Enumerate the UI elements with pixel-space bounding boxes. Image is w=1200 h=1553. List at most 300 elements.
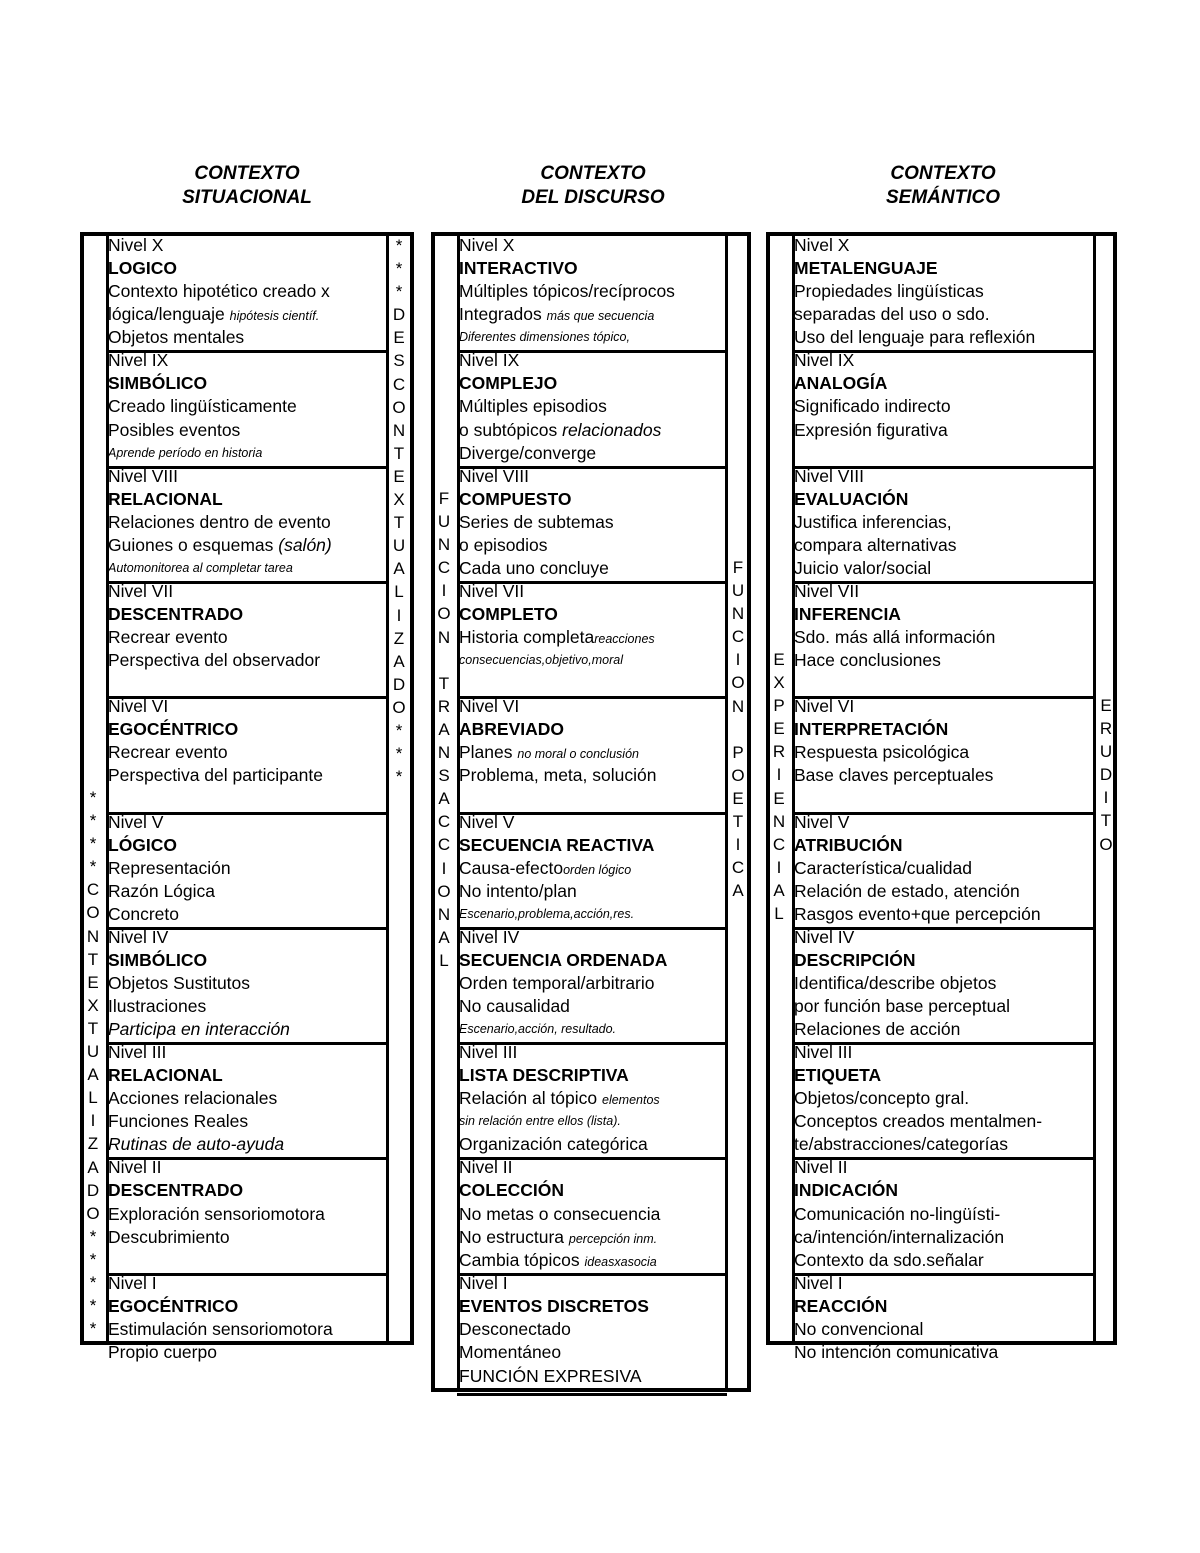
level-description-line (794, 395, 1091, 418)
line-text: Sdo. más allá información (794, 627, 996, 648)
level-number (108, 580, 384, 603)
line-text: Desconectado (459, 1318, 571, 1339)
level-number (794, 1272, 1091, 1295)
level-description-line (794, 1087, 1091, 1110)
line-text: Nivel V (108, 811, 164, 832)
semantico-left-side-label (768, 648, 790, 925)
header-situacional-line2: SITUACIONAL (182, 187, 312, 208)
line-text: No intento/plan (459, 880, 577, 901)
side-letter: T (87, 1018, 99, 1038)
side-letter: E (393, 328, 405, 348)
side-letter: A (438, 719, 450, 739)
level-description-line (794, 534, 1091, 557)
line-text: Aprende período en historia (108, 445, 263, 460)
line-text: Representación (108, 857, 231, 878)
line-text: Respuesta psicológica (794, 742, 970, 763)
side-letter: C (731, 627, 745, 647)
line-text: Diverge/converge (459, 442, 597, 463)
header-discurso-line2: DEL DISCURSO (521, 187, 665, 208)
semantico-level-cell (794, 234, 1091, 349)
line-text: Nivel VI (459, 696, 520, 717)
line-text: Escenario,acción, resultado. (459, 1022, 617, 1037)
side-letter: T (87, 949, 99, 969)
side-letter: I (776, 857, 782, 877)
line-text: Automonitorea al completar tarea (108, 560, 293, 575)
semantico-level-cell (794, 926, 1091, 1041)
line-text: LÓGICO (108, 834, 178, 855)
line-text: consecuencias,objetivo,moral (459, 653, 623, 668)
level-description-line (108, 995, 384, 1018)
line-text: Múltiples tópicos/recíprocos (459, 281, 675, 302)
side-letter: I (776, 765, 782, 785)
level-title (459, 257, 723, 280)
line-text: Objetos Sustitutos (108, 972, 251, 993)
line-text: DESCENTRADO (108, 1180, 244, 1201)
level-description-line (794, 741, 1091, 764)
level-description-line (459, 1018, 723, 1041)
line-text: Razón Lógica (108, 880, 216, 901)
side-letter: X (87, 995, 99, 1015)
line-text: Funciones Reales (108, 1111, 249, 1132)
level-description-line (794, 557, 1091, 580)
line-text: Escenario,problema,acción,res. (459, 906, 635, 921)
level-number (459, 465, 723, 488)
level-number (794, 349, 1091, 372)
line-text: separadas del uso o sdo. (794, 304, 990, 325)
level-title (108, 603, 384, 626)
level-description-line (459, 1226, 723, 1249)
discurso-level-cell (459, 1156, 723, 1271)
line-text: Característica/cualidad (794, 857, 972, 878)
level-number (459, 580, 723, 603)
side-letter: D (1099, 765, 1113, 785)
side-letter: I (441, 858, 447, 878)
side-letter: N (772, 811, 786, 831)
side-letter: * (89, 811, 97, 831)
semantico-level-cell (794, 1156, 1091, 1271)
side-letter: E (393, 466, 405, 486)
line-text: ANALOGÍA (794, 373, 888, 394)
level-title (459, 949, 723, 972)
line-text: Nivel V (794, 811, 850, 832)
level-description-line (108, 1018, 384, 1041)
line-text: Nivel IX (794, 350, 855, 371)
level-description-line (794, 1226, 1091, 1249)
level-number (459, 1041, 723, 1064)
line-text: Organización categórica (459, 1134, 648, 1155)
level-title (459, 603, 723, 626)
level-title (794, 257, 1091, 280)
side-letter: * (395, 767, 403, 787)
line-text: INTERPRETACIÓN (794, 719, 949, 740)
level-title (459, 488, 723, 511)
header-discurso-line1: CONTEXTO (540, 163, 646, 184)
level-title (794, 718, 1091, 741)
side-letter: C (731, 858, 745, 878)
level-title (459, 834, 723, 857)
line-text: Momentáneo (459, 1341, 562, 1362)
situacional-level-cell (108, 1156, 384, 1271)
line-text: compara alternativas (794, 534, 957, 555)
line-text: ABREVIADO (459, 719, 565, 740)
level-number (108, 1272, 384, 1295)
level-description-line (108, 1226, 384, 1249)
level-number (459, 926, 723, 949)
level-description-line (794, 903, 1091, 926)
header-semantico-line1: CONTEXTO (890, 163, 996, 184)
line-text: Nivel III (108, 1042, 167, 1063)
side-letter: * (89, 1226, 97, 1246)
side-letter: A (438, 927, 450, 947)
side-letter: D (86, 1180, 100, 1200)
side-letter: I (1103, 788, 1109, 808)
side-letter: O (392, 697, 406, 717)
level-description-line (108, 303, 384, 326)
level-description-line (794, 1018, 1091, 1041)
line-text: Nivel IV (459, 926, 520, 947)
side-letter: A (438, 789, 450, 809)
level-title (794, 1064, 1091, 1087)
line-text: Comunicación no-lingüísti- (794, 1203, 1001, 1224)
level-number (108, 811, 384, 834)
side-letter: P (773, 696, 785, 716)
level-description-line (108, 326, 384, 349)
line-text: Recrear evento (108, 742, 228, 763)
side-letter: U (437, 512, 451, 532)
line-text: Relaciones de acción (794, 1019, 961, 1040)
discurso-level-cell (459, 234, 723, 349)
side-letter: C (437, 835, 451, 855)
line-text: ATRIBUCIÓN (794, 834, 903, 855)
level-title (108, 372, 384, 395)
line-text: o subtópicos (459, 419, 563, 440)
line-text: o episodios (459, 534, 548, 555)
line-text: Perspectiva del participante (108, 765, 323, 786)
level-description-line (459, 1087, 723, 1110)
line-text: Nivel III (794, 1042, 853, 1063)
side-letter: * (89, 788, 97, 807)
semantico-level-cell (794, 349, 1091, 464)
side-letter: O (392, 397, 406, 417)
side-letter: X (773, 673, 785, 693)
level-description-line (794, 880, 1091, 903)
side-letter: I (735, 650, 741, 670)
line-text: COLECCIÓN (459, 1180, 564, 1201)
level-description-line (459, 857, 723, 880)
level-description-line (794, 280, 1091, 303)
line-text: Nivel X (459, 235, 515, 255)
line-text: lógica/lenguaje (108, 304, 230, 325)
level-description-line (794, 1133, 1091, 1156)
line-note: elementos (602, 1093, 660, 1108)
level-title (794, 1179, 1091, 1202)
situacional-right-side-label (388, 234, 410, 788)
line-text: COMPLEJO (459, 373, 558, 394)
side-letter: * (395, 720, 403, 740)
line-text: Nivel IX (108, 350, 169, 371)
level-number (794, 926, 1091, 949)
side-letter: L (88, 1088, 98, 1108)
level-title (108, 834, 384, 857)
line-text: Justifica inferencias, (794, 511, 952, 532)
level-title (459, 718, 723, 741)
line-text: Objetos mentales (108, 327, 245, 348)
line-text: Nivel VIII (794, 465, 865, 486)
situacional-level-cell (108, 580, 384, 695)
level-title (108, 949, 384, 972)
level-title (459, 1179, 723, 1202)
line-text: Orden temporal/arbitrario (459, 972, 655, 993)
side-letter: S (393, 351, 405, 371)
line-text: Relación al tópico (459, 1088, 602, 1109)
side-letter: F (438, 489, 450, 508)
level-description-line (459, 395, 723, 418)
line-text: EVENTOS DISCRETOS (459, 1295, 649, 1316)
line-note: percepción inm. (568, 1231, 658, 1246)
line-text: Cada uno concluye (459, 557, 609, 578)
level-description-line (108, 534, 384, 557)
level-description-line (459, 649, 723, 672)
level-description-line (459, 1203, 723, 1226)
side-letter: T (1100, 811, 1112, 831)
level-number (794, 1041, 1091, 1064)
situacional-level-cell (108, 695, 384, 810)
line-text: EGOCÉNTRICO (108, 719, 239, 740)
line-text: METALENGUAJE (794, 258, 938, 279)
line-note: más que secuencia (546, 309, 655, 324)
line-text: SECUENCIA REACTIVA (459, 834, 655, 855)
level-description-line (794, 303, 1091, 326)
line-text: Creado lingüísticamente (108, 396, 297, 417)
line-text: Propio cuerpo (108, 1341, 217, 1362)
side-letter: A (393, 651, 405, 671)
line-text: REACCIÓN (794, 1295, 888, 1316)
level-title (108, 1295, 384, 1318)
side-letter: U (1099, 742, 1113, 762)
side-letter: A (87, 1065, 99, 1085)
level-description-line (108, 972, 384, 995)
situacional-level-cell (108, 465, 384, 580)
level-title (108, 1179, 384, 1202)
level-number (108, 695, 384, 718)
level-number (794, 811, 1091, 834)
line-text: LOGICO (108, 258, 178, 279)
level-description-line (794, 1318, 1091, 1341)
side-letter: T (393, 443, 405, 463)
level-description-line (794, 1341, 1091, 1364)
level-title (794, 949, 1091, 972)
side-letter: F (732, 558, 744, 577)
level-number (459, 695, 723, 718)
line-note: ideasxasocia (584, 1254, 657, 1269)
line-text: ca/intención/internalización (794, 1226, 1005, 1247)
line-text: Expresión figurativa (794, 419, 948, 440)
line-note: hipótesis científ. (229, 309, 320, 324)
level-description-line (108, 1341, 384, 1364)
line-text: Objetos/concepto gral. (794, 1088, 970, 1109)
side-letter: N (392, 420, 406, 440)
line-text: Relaciones dentro de evento (108, 511, 331, 532)
side-letter: N (86, 926, 100, 946)
level-description-line (459, 741, 723, 764)
level-number (459, 1272, 723, 1295)
discurso-level-cell (459, 1041, 723, 1156)
discurso-left-side-label (433, 487, 455, 972)
side-letter: E (87, 972, 99, 992)
side-letter: A (732, 881, 744, 901)
situacional-level-cell (108, 1272, 384, 1387)
side-letter: T (393, 513, 405, 533)
side-letter (433, 649, 455, 672)
level-description-line (459, 1110, 723, 1133)
header-semantico (823, 162, 1063, 210)
side-letter: I (90, 1111, 96, 1131)
level-description-line (459, 1249, 723, 1272)
side-letter: R (772, 742, 786, 762)
level-number (459, 234, 723, 257)
side-letter: P (732, 742, 744, 762)
level-description-line (459, 903, 723, 926)
side-letter: L (774, 904, 784, 924)
line-text: No convencional (794, 1318, 924, 1339)
line-text: Nivel I (108, 1272, 157, 1293)
level-description-line (108, 857, 384, 880)
side-letter: * (395, 259, 403, 279)
level-description-line (794, 511, 1091, 534)
level-description-line (108, 511, 384, 534)
line-text: Propiedades lingüísticas (794, 281, 984, 302)
side-letter: N (731, 604, 745, 624)
line-text: Identifica/describe objetos (794, 972, 997, 993)
line-text: Nivel VI (108, 696, 169, 717)
level-description-line (459, 764, 723, 787)
line-text: Nivel I (794, 1272, 843, 1293)
side-letter: C (772, 834, 786, 854)
line-text: Nivel II (459, 1157, 513, 1178)
level-number (108, 1156, 384, 1179)
level-title (459, 372, 723, 395)
situacional-level-cell (108, 926, 384, 1041)
side-letter: N (731, 696, 745, 716)
level-description-line (794, 995, 1091, 1018)
side-letter: O (437, 604, 451, 624)
situacional-left-side-label (82, 786, 104, 1340)
level-description-line (794, 649, 1091, 672)
line-text: Problema, meta, solución (459, 765, 657, 786)
level-description-line (794, 419, 1091, 442)
level-number (108, 465, 384, 488)
level-description-line (459, 326, 723, 349)
discurso-right-side-label (727, 556, 749, 902)
side-letter: I (441, 581, 447, 601)
line-text: Contexto hipotético creado x (108, 281, 330, 302)
line-note: reacciones (594, 632, 655, 647)
side-letter: A (773, 880, 785, 900)
side-letter: A (393, 559, 405, 579)
line-text: COMPLETO (459, 603, 558, 624)
line-text: Conceptos creados mentalmen- (794, 1111, 1043, 1132)
level-title (108, 488, 384, 511)
side-letter: * (395, 282, 403, 302)
line-text: Concreto (108, 903, 180, 924)
level-description-line (459, 1341, 723, 1364)
line-text: Nivel VII (794, 580, 860, 601)
level-number (459, 1156, 723, 1179)
side-letter: O (731, 765, 745, 785)
side-letter: O (86, 903, 100, 923)
side-letter: N (437, 743, 451, 763)
level-description-line (459, 557, 723, 580)
level-number (108, 234, 384, 257)
side-letter: R (1099, 719, 1113, 739)
side-letter: * (395, 236, 403, 255)
line-text: Nivel I (459, 1272, 508, 1293)
semantico-level-cell (794, 1041, 1091, 1156)
level-description-line (108, 741, 384, 764)
level-number (459, 349, 723, 372)
side-letter: I (735, 835, 741, 855)
level-description-line (794, 857, 1091, 880)
line-text: INTERACTIVO (459, 258, 578, 279)
level-title (794, 372, 1091, 395)
level-description-line (459, 511, 723, 534)
level-description-line (459, 880, 723, 903)
level-description-line (108, 395, 384, 418)
semantico-level-cell (794, 695, 1091, 810)
line-text: Posibles eventos (108, 419, 241, 440)
line-text: Nivel VI (794, 696, 855, 717)
level-description-line (794, 1203, 1091, 1226)
line-text: No intención comunicativa (794, 1341, 999, 1362)
level-description-line (459, 972, 723, 995)
level-description-line (108, 764, 384, 787)
level-description-line (108, 1110, 384, 1133)
level-description-line (108, 1318, 384, 1341)
header-situacional (127, 162, 367, 210)
side-letter: * (89, 1249, 97, 1269)
side-letter: Z (87, 1134, 99, 1154)
semantico-right-side-label (1095, 694, 1117, 856)
line-text: Rasgos evento+que percepción (794, 903, 1041, 924)
line-text: Guiones o esquemas (108, 534, 279, 555)
line-text: Cambia tópicos (459, 1249, 585, 1270)
line-text: Causa-efecto (459, 857, 564, 878)
side-letter: L (439, 950, 449, 970)
line-text: Ilustraciones (108, 996, 207, 1017)
line-note: orden lógico (563, 862, 632, 877)
line-text: Nivel VII (108, 580, 174, 601)
side-letter: D (392, 305, 406, 325)
level-description-line (459, 280, 723, 303)
side-letter: E (732, 788, 744, 808)
line-text: LISTA DESCRIPTIVA (459, 1065, 629, 1086)
line-text: Historia completa (459, 627, 595, 648)
line-text: Nivel VIII (459, 465, 530, 486)
line-text: SIMBÓLICO (108, 949, 208, 970)
line-text: DESCRIPCIÓN (794, 949, 916, 970)
line-text: Nivel III (459, 1042, 518, 1063)
line-text: DESCENTRADO (108, 603, 244, 624)
line-text: Nivel V (459, 811, 515, 832)
level-description-line (459, 995, 723, 1018)
line-text: Nivel VII (459, 580, 525, 601)
line-note: no moral o conclusión (517, 747, 639, 762)
line-text: Nivel X (794, 235, 850, 255)
side-letter: U (392, 536, 406, 556)
line-text: Nivel VIII (108, 465, 179, 486)
semantico-level-cell (794, 465, 1091, 580)
side-letter: T (732, 812, 744, 832)
